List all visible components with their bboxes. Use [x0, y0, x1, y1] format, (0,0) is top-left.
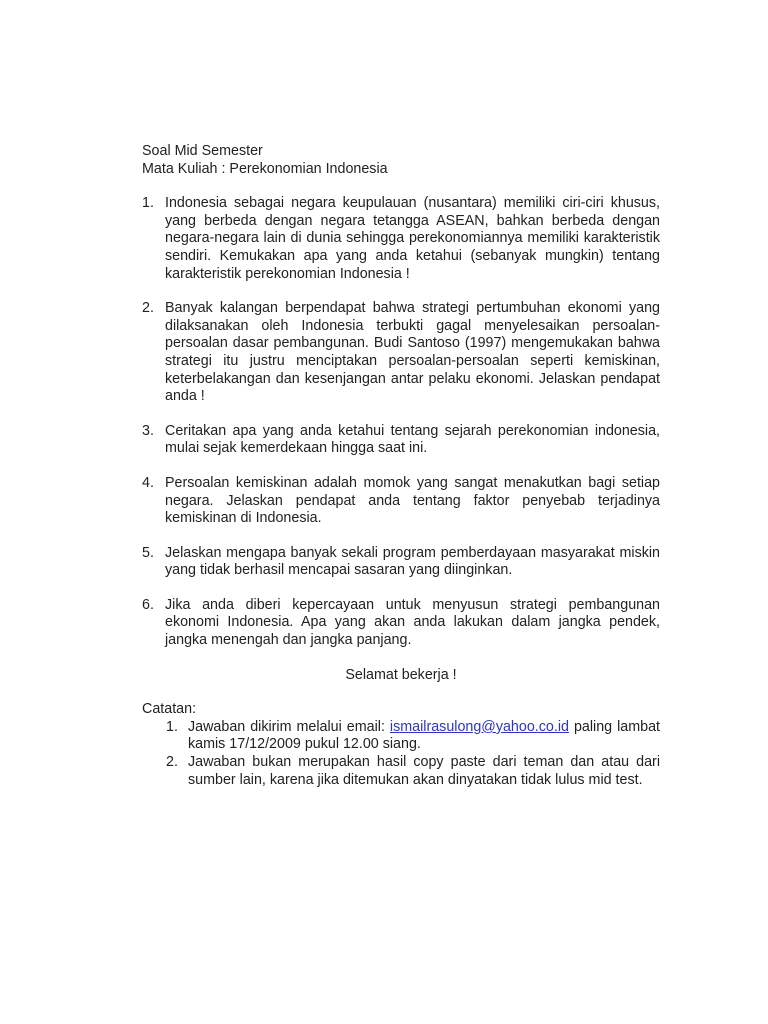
question-list [142, 195, 660, 649]
question-number: 1. [142, 195, 154, 212]
note-number: 2. [166, 754, 178, 771]
question-item [142, 475, 660, 528]
question-text: Indonesia sebagai negara keupulauan (nusantara) memiliki ciri-ciri khusus, yang berbeda dengan negara tetangga ASEAN, bahkan berbeda dengan negara-negara lain di dunia sehingga perekonomiannya memiliki karakteristik sendiri. Kemukakan apa yang anda ketahui (sebanyak mungkin) tentang karakteristik perekonomian Indonesia ! [165, 195, 660, 282]
notes-list [142, 719, 660, 789]
document-title: Soal Mid Semester [142, 143, 263, 159]
note-text: Jawaban bukan merupakan hasil copy paste dari teman dan atau dari sumber lain, karena jika ditemukan akan dinyatakan tidak lulus mid test. [188, 754, 660, 788]
closing-text: Selamat bekerja ! [345, 666, 457, 683]
question-number: 4. [142, 474, 154, 491]
email-link[interactable]: ismailrasulong@yahoo.co.id [389, 718, 569, 735]
question-text: Banyak kalangan berpendapat bahwa strategi pertumbuhan ekonomi yang dilaksanakan oleh Indonesia terbukti gagal menyelesaikan persoalan-persoalan dasar pembangunan. Budi Santoso (1997) mengemukakan bahwa strategi itu justru menciptakan persoalan-persoalan seperti kemiskinan, keterbelakangan dan kesenjangan antar pelaku ekonomi. Jelaskan pendapat anda ! [165, 300, 660, 405]
question-text: Jelaskan mengapa banyak sekali program pemberdayaan masyarakat miskin yang tidak berhasil mencapai sasaran yang diinginkan. [165, 544, 660, 579]
question-number: 5. [142, 544, 154, 561]
document-page [142, 143, 660, 789]
note-item [142, 754, 660, 789]
question-item [142, 300, 660, 406]
question-item [142, 195, 660, 283]
note-item [142, 719, 660, 754]
notes-heading: Catatan: [142, 701, 197, 718]
question-item [142, 597, 660, 650]
note-text-before: Jawaban dikirim melalui email: [188, 718, 390, 735]
note-text-after: paling lambat kamis 17/12/2009 pukul 12.00 siang. [188, 718, 660, 753]
question-item [142, 423, 660, 458]
question-item [142, 545, 660, 580]
course-subject: Mata Kuliah : Perekonomian Indonesia [142, 160, 388, 177]
question-number: 6. [142, 596, 154, 613]
question-text: Jika anda diberi kepercayaan untuk menyusun strategi pembangunan ekonomi Indonesia. Apa yang akan anda lakukan dalam jangka pendek, jangka menengah dan jangka panjang. [165, 596, 660, 649]
note-number: 1. [166, 718, 178, 735]
question-number: 3. [142, 422, 154, 439]
question-text: Ceritakan apa yang anda ketahui tentang sejarah perekonomian indonesia, mulai sejak kemerdekaan hingga saat ini. [165, 422, 660, 457]
question-text: Persoalan kemiskinan adalah momok yang sangat menakutkan bagi setiap negara. Jelaskan pendapat anda tentang faktor penyebab terjadinya kemiskinan di Indonesia. [165, 474, 660, 527]
question-number: 2. [142, 300, 154, 317]
